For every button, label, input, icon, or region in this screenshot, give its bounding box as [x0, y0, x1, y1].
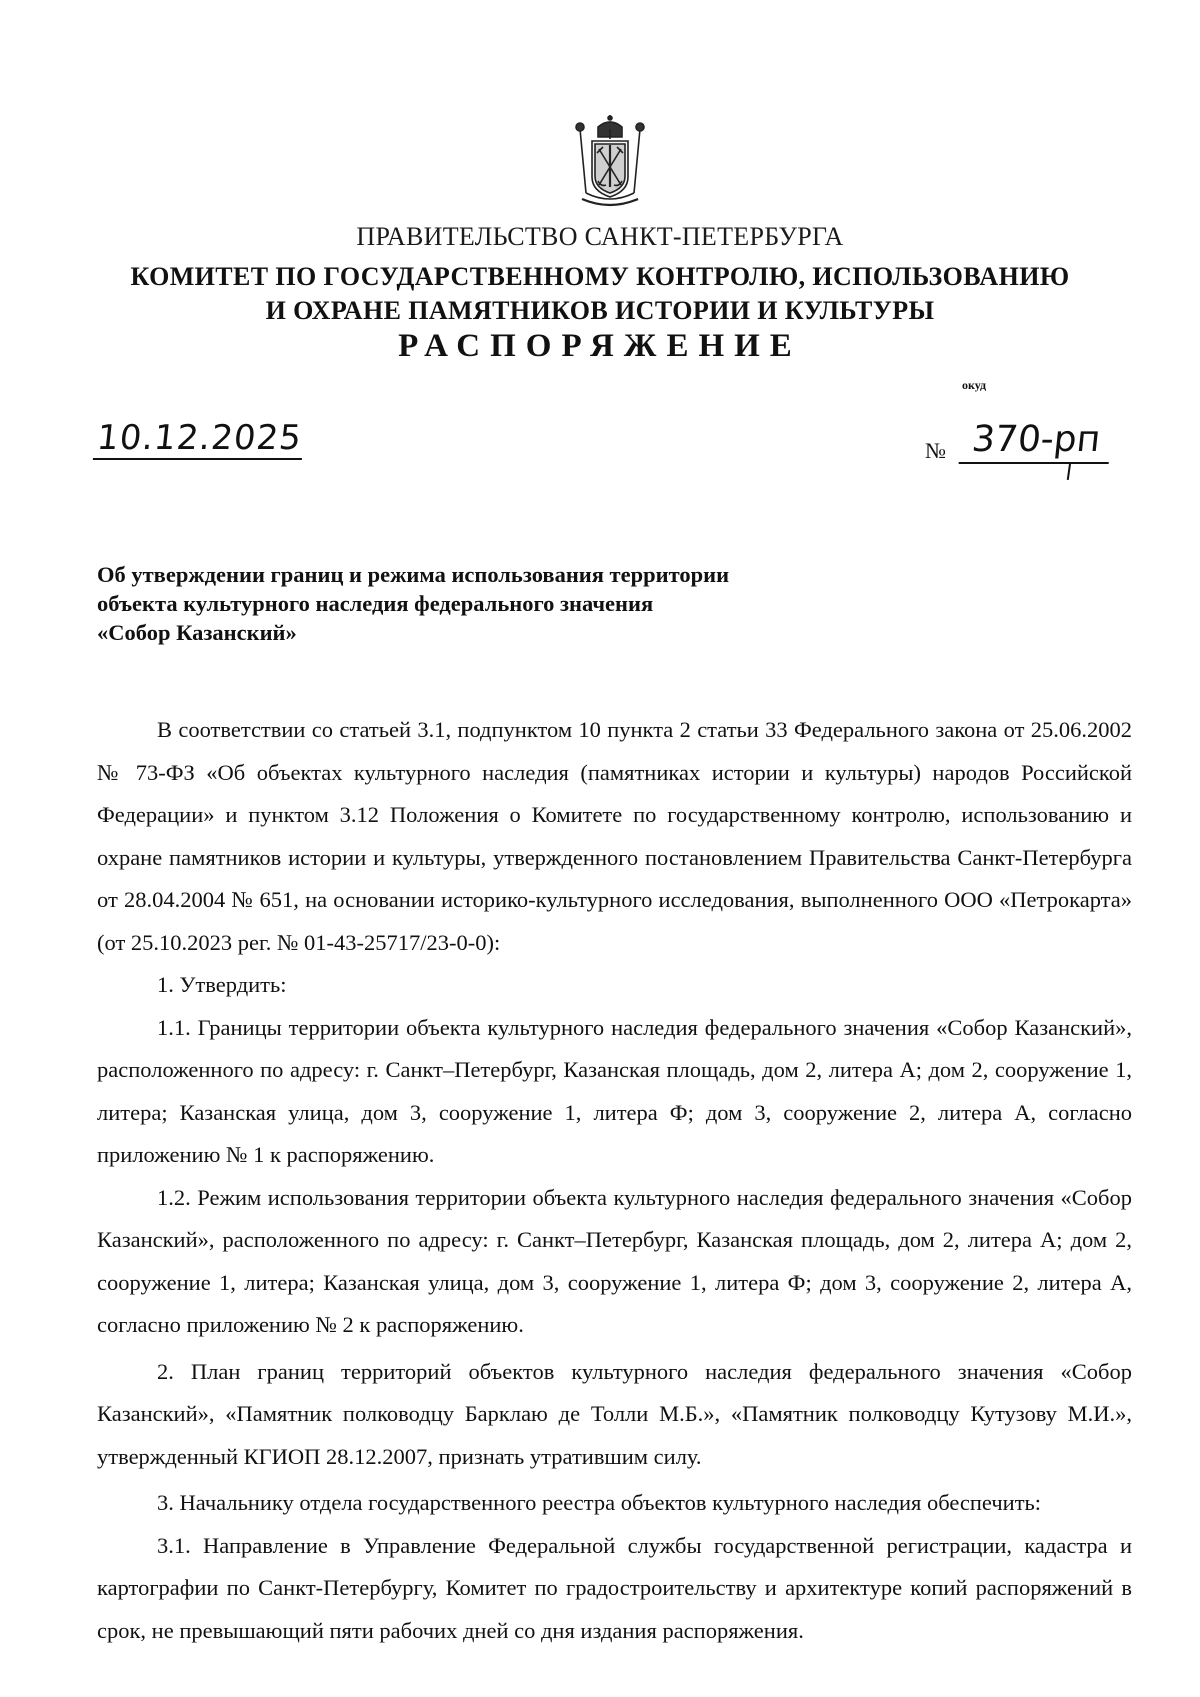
document-subject: [97, 560, 857, 647]
paragraph-3: 3. Начальнику отдела государственного реестра объектов культурного наследия обеспечить:: [157, 1490, 1042, 1515]
paragraph-3-1: 3.1. Направление в Управление Федеральной службы государственной регистрации, кадастра и картографии по Санкт-Петербургу, Комитет по градостроительству и архитектуре копий распоряжений в срок, не превышающий пяти рабочих дней со дня издания распоряжения.: [97, 1532, 1132, 1643]
subject-line2: объекта культурного наследия федерального значения: [97, 591, 654, 616]
paragraph-2: 2. План границ территорий объектов культурного наследия федерального значения «Собор Казанский», «Памятник полководцу Барклаю де Толли М.Б.», «Памятник полководцу Кутузову М.И.», утвержденный КГИОП 28.12.2007, признать утратившим силу.: [97, 1358, 1132, 1469]
subject-line1: Об утверждении границ и режима использования территории: [97, 562, 730, 587]
paragraph-1-2: 1.2. Режим использования территории объекта культурного наследия федерального значения «Собор Казанский», расположенного по адресу: г. Санкт–Петербург, Казанская площадь, дом 2, литера А; дом 2, сооружение 1, литера; Казанская улица, дом 3, сооружение 1, литера Ф; дом 3, сооружение 2, литера А, согласно приложению № 2 к распоряжению.: [97, 1184, 1132, 1337]
document-body: [97, 709, 1132, 1652]
number-prefix: №: [925, 438, 946, 463]
document-type-title: РАСПОРЯЖЕНИЕ: [398, 328, 802, 364]
committee-name-line1: КОМИТЕТ ПО ГОСУДАРСТВЕННОМУ КОНТРОЛЮ, ИСПОЛЬЗОВАНИЮ: [130, 262, 1070, 291]
government-name: ПРАВИТЕЛЬСТВО САНКТ-ПЕТЕРБУРГА: [356, 222, 844, 251]
committee-name-line2: И ОХРАНЕ ПАМЯТНИКОВ ИСТОРИИ И КУЛЬТУРЫ: [265, 296, 935, 325]
okud-label: окуд: [962, 378, 987, 392]
saint-petersburg-coat-of-arms-icon: [568, 115, 652, 211]
paragraph-1-1: 1.1. Границы территории объекта культурного наследия федерального значения «Собор Казанский», расположенного по адресу: г. Санкт–Петербург, Казанская площадь, дом 2, литера А; дом 2, сооружение 1, литера; Казанская улица, дом 3, сооружение 1, литера Ф; дом 3, сооружение 2, литера А, согласно приложению № 1 к распоряжению.: [97, 1014, 1132, 1167]
subject-line3: «Собор Казанский»: [97, 620, 297, 645]
document-date: 10.12.2025: [93, 418, 306, 460]
number-value: 370-рп: [959, 418, 1114, 464]
paragraph-1: 1. Утвердить:: [157, 972, 287, 997]
handwriting-stroke: [1067, 462, 1071, 480]
paragraph-preamble: В соответствии со статьей 3.1, подпунктом 10 пункта 2 статьи 33 Федерального закона от 25.06.2002 № 73-ФЗ «Об объектах культурного наследия (памятниках истории и культуры) народов Российской Федерации» и пунктом 3.12 Положения о Комитете по государственному контролю, использованию и охране памятников истории и культуры, утвержденного постановлением Правительства Санкт-Петербурга от 28.04.2004 № 651, на основании историко-культурного исследования, выполненного ООО «Петрокарта» (от 25.10.2023 рег. № 01-43-25717/23-0-0):: [97, 717, 1132, 955]
committee-name: [100, 260, 1100, 328]
